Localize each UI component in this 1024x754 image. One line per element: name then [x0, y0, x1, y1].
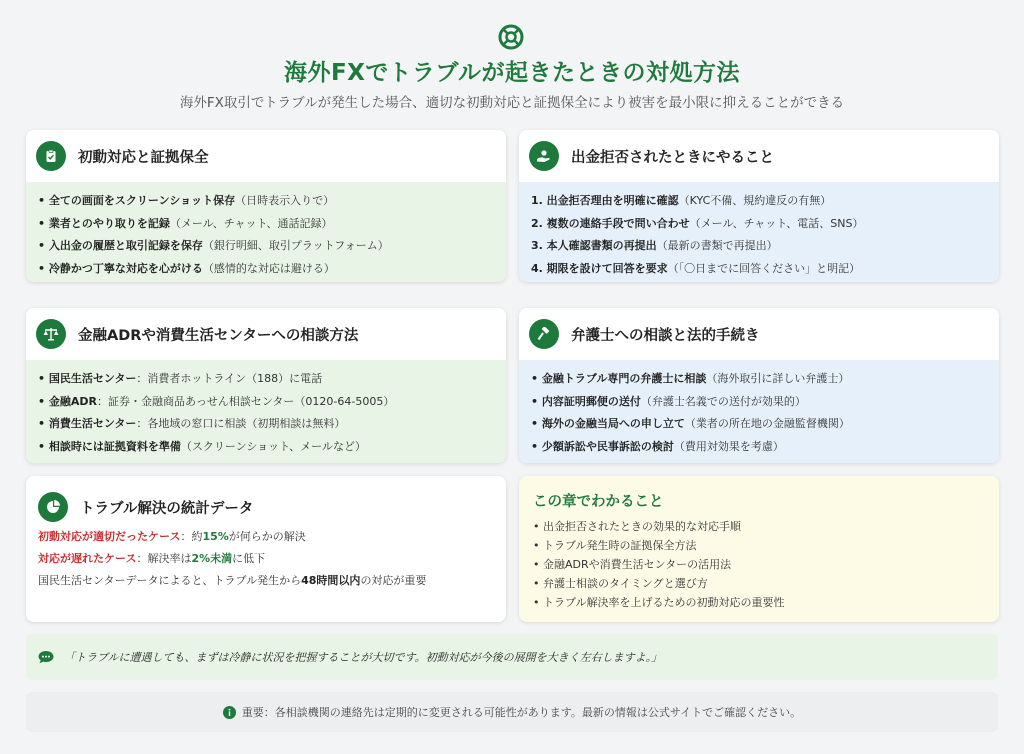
card-statistics [26, 476, 506, 622]
stat-line-late: 対応が遅れたケース：解決率は2%未満に低下 [38, 552, 266, 565]
list-item: • 少額訴訟や民事訴訟の検討（費用対効果を考慮） [531, 439, 784, 453]
card-withdrawal-refusal [519, 130, 999, 282]
card-initial-response [26, 130, 506, 282]
list-item: 2. 複数の連絡手段で問い合わせ（メール、チャット、電話、SNS） [531, 216, 864, 230]
card-header [26, 130, 506, 182]
list-item: • トラブル発生時の証拠保全方法 [533, 539, 697, 552]
list-item: 1. 出金拒否理由を明確に確認（KYC不備、規約違反の有無） [531, 194, 832, 207]
list-item: • 内容証明郵便の送付（弁護士名義での送付が効果的） [531, 394, 806, 408]
notice-text: 重要：各相談機関の連絡先は定期的に変更される可能性があります。最新の情報は公式サイトでご確認ください。 [241, 706, 802, 719]
stat-line-source: 国民生活センターデータによると、トラブル発生から48時間以内の対応が重要 [38, 574, 427, 587]
card-body [26, 360, 506, 463]
list-item: • 入出金の履歴と取引記録を保存（銀行明細、取引プラットフォーム） [38, 239, 389, 252]
list-item: • 海外の金融当局への申し立て（業者の所在地の金融監督機関） [531, 417, 850, 430]
list-item: • 金融ADR：証券・金融商品あっせん相談センター（0120-64-5005） [38, 394, 395, 408]
card-title: 出金拒否されたときにやること [571, 149, 774, 166]
list-item: • 相談時には証拠資料を準備（スクリーンショット、メールなど） [38, 439, 366, 453]
page-title: 海外FXでトラブルが起きたときの対処方法 [283, 60, 741, 86]
card-title: トラブル解決の統計データ [80, 500, 254, 517]
card-header [26, 308, 506, 360]
quote-text: 「トラブルに遭遇しても、まずは冷静に状況を把握することが大切です。初動対応が今後の展開を大きく左右しますよ。」 [64, 651, 663, 664]
card-header [519, 130, 999, 182]
list-item: • 国民生活センター：消費者ホットライン（188）に電話 [38, 372, 323, 385]
card-body [26, 182, 506, 282]
card-header [519, 308, 999, 360]
chat-bubble-icon [38, 650, 54, 664]
list-item: 3. 本人確認書類の再提出（最新の書類で再提出） [531, 239, 778, 252]
card-header [38, 490, 494, 524]
lifebuoy-icon [498, 24, 524, 50]
card-title: この章でわかること [533, 494, 664, 510]
info-icon [223, 706, 236, 719]
clipboard-check-icon [36, 141, 66, 171]
list-item: • 業者とのやり取りを記録（メール、チャット、通話記録） [38, 216, 333, 230]
stat-line-early: 初動対応が適切だったケース：約15%が何らかの解決 [38, 530, 306, 543]
gavel-icon [529, 319, 559, 349]
pie-chart-icon [38, 492, 68, 522]
list-item: • 弁護士相談のタイミングと選び方 [533, 577, 708, 590]
page-subtitle: 海外FX取引でトラブルが発生した場合、適切な初動対応と証拠保全により被害を最小限に抑えることができる [179, 95, 845, 111]
card-adr-consultation [26, 308, 506, 463]
list-item: 4. 期限を設けて回答を要求（「〇日までに回答ください」と明記） [531, 261, 861, 275]
quote-box [26, 634, 998, 680]
list-item: • 金融トラブル専門の弁護士に相談（海外取引に詳しい弁護士） [531, 372, 850, 385]
list-item: • 冷静かつ丁寧な対応を心がける（感情的な対応は避ける） [38, 261, 335, 275]
page-header [0, 0, 1024, 120]
card-lawyer-consultation [519, 308, 999, 463]
card-body [519, 182, 999, 282]
card-body [519, 360, 999, 463]
card-chapter-summary [519, 476, 999, 622]
hand-coin-icon [529, 141, 559, 171]
list-item: • 全ての画面をスクリーンショット保存（日時表示入りで） [38, 194, 335, 207]
list-item: • 消費生活センター：各地域の窓口に相談（初期相談は無料） [38, 417, 346, 430]
card-title: 初動対応と証拠保全 [78, 149, 209, 166]
card-title: 金融ADRや消費生活センターへの相談方法 [78, 327, 359, 344]
list-item: • 金融ADRや消費生活センターの活用法 [533, 558, 732, 571]
notice-box [26, 692, 998, 732]
list-item: • 出金拒否されたときの効果的な対応手順 [533, 520, 741, 533]
scale-icon [36, 319, 66, 349]
list-item: • トラブル解決率を上げるための初動対応の重要性 [533, 596, 785, 609]
card-title: 弁護士への相談と法的手続き [571, 327, 760, 344]
